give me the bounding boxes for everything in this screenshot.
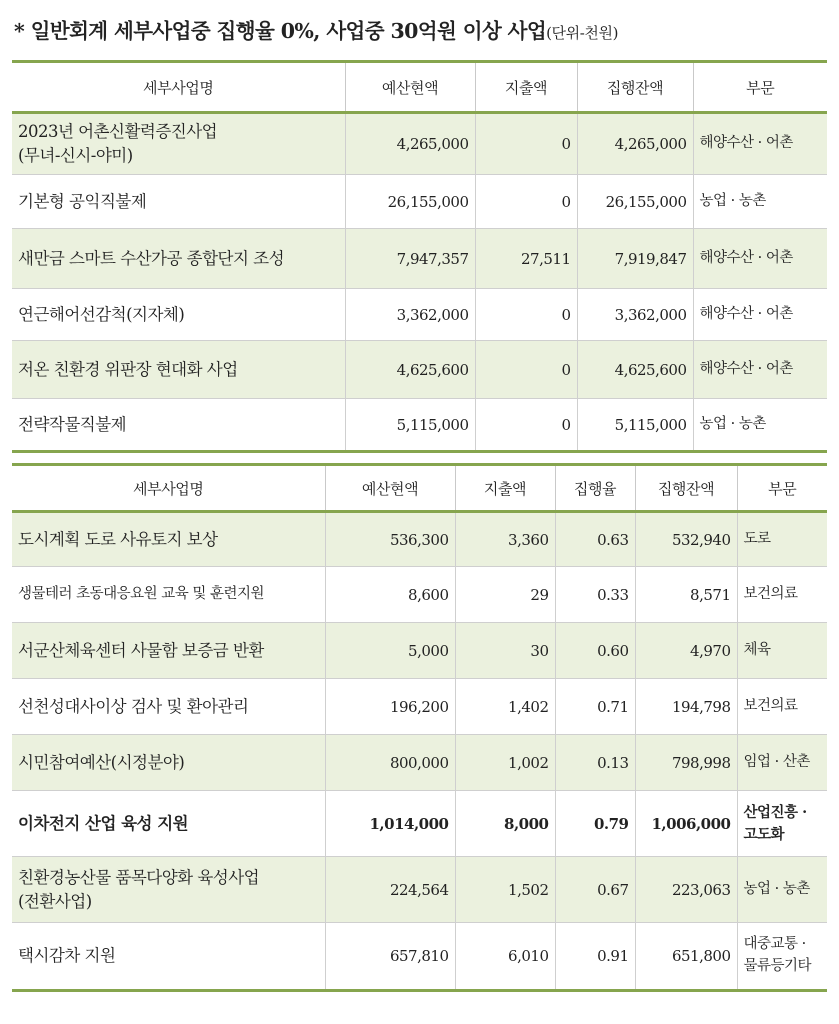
table-row <box>12 623 827 679</box>
cell-rate: 0.79 <box>555 791 635 857</box>
zero-execution-table <box>12 60 827 453</box>
cell-sector: 농업 · 농촌 <box>737 857 827 923</box>
cell-spent: 1,402 <box>455 679 555 735</box>
cell-remaining: 3,362,000 <box>577 289 693 341</box>
table-row <box>12 229 827 289</box>
header-project-name: 세부사업명 <box>12 465 325 512</box>
cell-remaining: 5,115,000 <box>577 399 693 452</box>
cell-remaining: 4,970 <box>635 623 737 679</box>
cell-project-name: 생물테러 초동대응요원 교육 및 훈련지원 <box>12 567 325 623</box>
cell-project-name: 이차전지 산업 육성 지원 <box>12 791 325 857</box>
header-remaining: 집행잔액 <box>635 465 737 512</box>
cell-project-name: 2023년 어촌신활력증진사업 (무녀-신시-야미) <box>12 113 345 175</box>
cell-sector: 체육 <box>737 623 827 679</box>
cell-sector: 농업 · 농촌 <box>693 175 827 229</box>
cell-sector: 대중교통 · 물류등기타 <box>737 923 827 991</box>
cell-sector: 해양수산 · 어촌 <box>693 113 827 175</box>
table-header-row <box>12 465 827 512</box>
table-header-row <box>12 62 827 113</box>
cell-budget: 657,810 <box>325 923 455 991</box>
cell-project-name: 택시감차 지원 <box>12 923 325 991</box>
cell-spent: 0 <box>475 399 577 452</box>
header-spent: 지출액 <box>475 62 577 113</box>
cell-budget: 1,014,000 <box>325 791 455 857</box>
cell-budget: 800,000 <box>325 735 455 791</box>
title-main: * 일반회계 세부사업중 집행율 0%, 사업중 30억원 이상 사업 <box>14 19 547 43</box>
header-rate: 집행율 <box>555 465 635 512</box>
table-body <box>12 512 827 991</box>
cell-sector: 보건의료 <box>737 567 827 623</box>
cell-project-name: 선천성대사이상 검사 및 환아관리 <box>12 679 325 735</box>
cell-rate: 0.63 <box>555 512 635 567</box>
header-budget: 예산현액 <box>325 465 455 512</box>
cell-spent: 3,360 <box>455 512 555 567</box>
cell-rate: 0.71 <box>555 679 635 735</box>
cell-project-name: 친환경농산물 품목다양화 육성사업 (전환사업) <box>12 857 325 923</box>
cell-budget: 26,155,000 <box>345 175 475 229</box>
cell-budget: 7,947,357 <box>345 229 475 289</box>
cell-rate: 0.13 <box>555 735 635 791</box>
cell-spent: 1,002 <box>455 735 555 791</box>
cell-budget: 5,115,000 <box>345 399 475 452</box>
page-title <box>14 14 829 44</box>
cell-remaining: 532,940 <box>635 512 737 567</box>
table-row <box>12 679 827 735</box>
table-row <box>12 399 827 452</box>
table-row <box>12 289 827 341</box>
table-row <box>12 567 827 623</box>
header-sector: 부문 <box>737 465 827 512</box>
cell-sector: 해양수산 · 어촌 <box>693 229 827 289</box>
cell-remaining: 1,006,000 <box>635 791 737 857</box>
cell-sector: 도로 <box>737 512 827 567</box>
cell-spent: 0 <box>475 289 577 341</box>
cell-spent: 1,502 <box>455 857 555 923</box>
cell-rate: 0.91 <box>555 923 635 991</box>
cell-spent: 30 <box>455 623 555 679</box>
cell-remaining: 26,155,000 <box>577 175 693 229</box>
table-row <box>12 857 827 923</box>
table-row <box>12 341 827 399</box>
cell-spent: 8,000 <box>455 791 555 857</box>
header-remaining: 집행잔액 <box>577 62 693 113</box>
cell-budget: 196,200 <box>325 679 455 735</box>
header-sector: 부문 <box>693 62 827 113</box>
cell-project-name: 연근해어선감척(지자체) <box>12 289 345 341</box>
cell-spent: 6,010 <box>455 923 555 991</box>
table-row <box>12 791 827 857</box>
cell-project-name: 시민참여예산(시정분야) <box>12 735 325 791</box>
cell-spent: 0 <box>475 113 577 175</box>
cell-sector: 해양수산 · 어촌 <box>693 289 827 341</box>
cell-sector: 농업 · 농촌 <box>693 399 827 452</box>
table-row <box>12 735 827 791</box>
cell-remaining: 798,998 <box>635 735 737 791</box>
cell-sector: 임업 · 산촌 <box>737 735 827 791</box>
cell-budget: 8,600 <box>325 567 455 623</box>
cell-budget: 536,300 <box>325 512 455 567</box>
cell-remaining: 194,798 <box>635 679 737 735</box>
cell-project-name: 저온 친환경 위판장 현대화 사업 <box>12 341 345 399</box>
table-row <box>12 512 827 567</box>
cell-project-name: 새만금 스마트 수산가공 종합단지 조성 <box>12 229 345 289</box>
table-row <box>12 923 827 991</box>
table-body <box>12 113 827 452</box>
cell-project-name: 서군산체육센터 사물함 보증금 반환 <box>12 623 325 679</box>
cell-sector: 보건의료 <box>737 679 827 735</box>
cell-project-name: 기본형 공익직불제 <box>12 175 345 229</box>
cell-remaining: 4,625,600 <box>577 341 693 399</box>
table-row <box>12 175 827 229</box>
table-row <box>12 113 827 175</box>
cell-remaining: 8,571 <box>635 567 737 623</box>
cell-remaining: 7,919,847 <box>577 229 693 289</box>
cell-budget: 4,265,000 <box>345 113 475 175</box>
cell-sector: 해양수산 · 어촌 <box>693 341 827 399</box>
cell-budget: 3,362,000 <box>345 289 475 341</box>
header-project-name: 세부사업명 <box>12 62 345 113</box>
cell-spent: 0 <box>475 341 577 399</box>
header-budget: 예산현액 <box>345 62 475 113</box>
cell-rate: 0.60 <box>555 623 635 679</box>
cell-remaining: 223,063 <box>635 857 737 923</box>
cell-remaining: 4,265,000 <box>577 113 693 175</box>
cell-project-name: 도시계획 도로 사유토지 보상 <box>12 512 325 567</box>
title-unit: (단위-천원) <box>546 24 619 42</box>
low-execution-table <box>12 463 827 992</box>
cell-project-name: 전략작물직불제 <box>12 399 345 452</box>
cell-budget: 224,564 <box>325 857 455 923</box>
cell-spent: 29 <box>455 567 555 623</box>
cell-budget: 4,625,600 <box>345 341 475 399</box>
cell-rate: 0.33 <box>555 567 635 623</box>
cell-rate: 0.67 <box>555 857 635 923</box>
cell-sector: 산업진흥 · 고도화 <box>737 791 827 857</box>
cell-budget: 5,000 <box>325 623 455 679</box>
cell-spent: 27,511 <box>475 229 577 289</box>
header-spent: 지출액 <box>455 465 555 512</box>
cell-spent: 0 <box>475 175 577 229</box>
cell-remaining: 651,800 <box>635 923 737 991</box>
